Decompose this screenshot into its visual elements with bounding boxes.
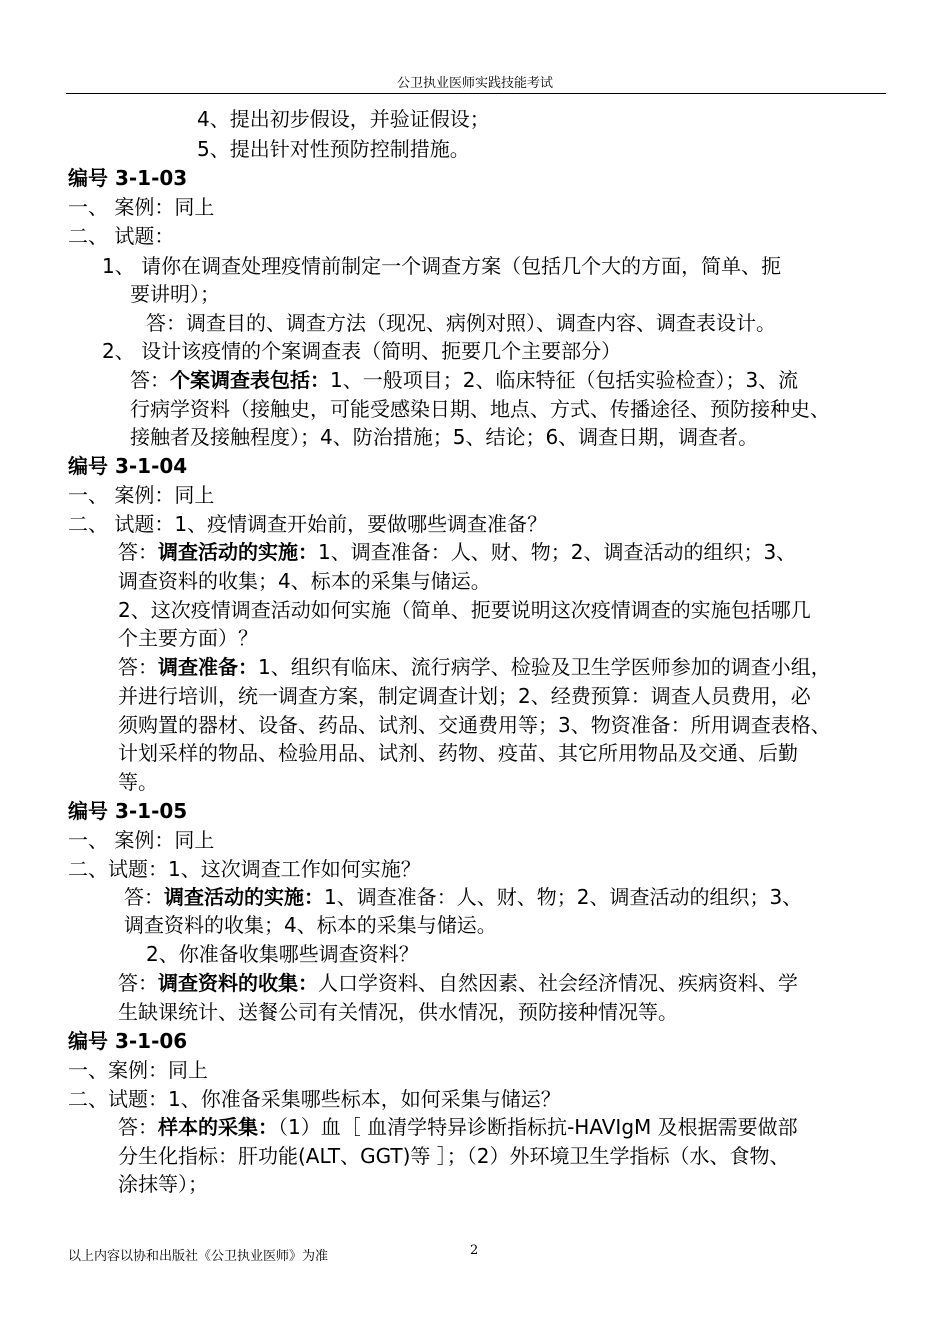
page-number: 2 <box>470 1243 479 1258</box>
text-line: 二、试题：1、你准备采集哪些标本，如何采集与储运？ <box>68 1087 561 1111</box>
text-line: 二、试题：1、这次调查工作如何实施？ <box>68 857 421 881</box>
text-line: 等。 <box>118 770 158 794</box>
text-line: 二、 试题： <box>68 224 175 248</box>
answer-text: （1）血［ 血清学特异诊断指标抗-HAVIgM 及根据需要做部 <box>278 1115 798 1139</box>
text-line: 要讲明）； <box>130 282 220 306</box>
text-line: 答：调查目的、调查方法（现况、病例对照）、调查内容、调查表设计。 <box>146 311 776 335</box>
text-line: 一、案例：同上 <box>68 1058 208 1082</box>
section-heading: 编号 3-1-05 <box>68 799 188 823</box>
answer-keyword: 调查资料的收集： <box>158 971 318 995</box>
text-line <box>118 538 796 566</box>
text-line: 调查资料的收集；4、标本的采集与储运。 <box>118 569 491 593</box>
text-line: 涂抹等）； <box>118 1172 208 1196</box>
page-header: 公卫执业医师实践技能考试 <box>396 76 553 91</box>
answer-keyword: 调查活动的实施： <box>164 885 324 909</box>
answer-prefix: 答： <box>118 971 158 995</box>
answer-text: 1、组织有临床、流行病学、检验及卫生学医师参加的调查小组， <box>258 655 831 679</box>
answer-text: 1、调查准备：人、财、物；2、调查活动的组织；3、 <box>318 540 797 564</box>
text-line: 个主要方面）？ <box>118 626 258 650</box>
text-line: 须购置的器材、设备、药品、试剂、交通费用等；3、物资准备：所用调查表格、 <box>118 713 831 737</box>
text-line: 2、这次疫情调查活动如何实施（简单、扼要说明这次疫情调查的实施包括哪几 <box>118 598 811 622</box>
text-line: 二、 试题：1、疫情调查开始前，要做哪些调查准备？ <box>68 512 548 536</box>
footer-note: 以上内容以协和出版社《公卫执业医师》为准 <box>68 1249 329 1264</box>
text-line: 调查资料的收集；4、标本的采集与储运。 <box>124 913 497 937</box>
text-line: 生缺课统计、送餐公司有关情况，供水情况，预防接种情况等。 <box>118 1000 678 1024</box>
text-line: 行病学资料（接触史，可能受感染日期、地点、方式、传播途径、预防接种史、 <box>130 397 830 421</box>
text-line: 1、 请你在调查处理疫情前制定一个调查方案（包括几个大的方面，简单、扼 <box>102 254 782 278</box>
text-line: 并进行培训，统一调查方案，制定调查计划；2、经费预算：调查人员费用，必 <box>118 684 811 708</box>
section-heading: 编号 3-1-06 <box>68 1029 188 1053</box>
text-line <box>118 969 798 997</box>
answer-keyword: 个案调查表包括： <box>170 368 330 392</box>
answer-prefix: 答： <box>118 1115 158 1139</box>
text-line: 分生化指标：肝功能(ALT、GGT)等 ］；（2）外环境卫生学指标（水、食物、 <box>118 1144 790 1168</box>
answer-text: 1、一般项目；2、临床特征（包括实验检查）；3、流 <box>330 368 799 392</box>
answer-text: 人口学资料、自然因素、社会经济情况、疾病资料、学 <box>318 971 798 995</box>
text-line <box>130 366 798 394</box>
text-line <box>124 883 802 911</box>
text-line: 接触者及接触程度）；4、防治措施；5、结论；6、调查日期，调查者。 <box>130 425 759 449</box>
answer-prefix: 答： <box>124 885 164 909</box>
answer-prefix: 答： <box>118 540 158 564</box>
answer-prefix: 答： <box>118 655 158 679</box>
text-line: 4、提出初步假设，并验证假设； <box>197 107 490 131</box>
section-heading: 编号 3-1-04 <box>68 454 188 478</box>
text-line: 5、提出针对性预防控制措施。 <box>197 137 470 161</box>
text-line: 一、 案例：同上 <box>68 828 215 852</box>
text-line: 计划采样的物品、检验用品、试剂、药物、疫苗、其它所用物品及交通、后勤 <box>118 741 798 765</box>
text-line <box>118 653 831 681</box>
answer-text: 1、调查准备：人、财、物；2、调查活动的组织；3、 <box>324 885 803 909</box>
answer-keyword: 调查准备： <box>158 655 258 679</box>
text-line: 2、 设计该疫情的个案调查表（简明、扼要几个主要部分） <box>102 339 622 363</box>
section-heading: 编号 3-1-03 <box>68 166 188 190</box>
answer-keyword: 样本的采集： <box>158 1115 278 1139</box>
text-line: 2、你准备收集哪些调查资料？ <box>146 942 419 966</box>
answer-prefix: 答： <box>130 368 170 392</box>
text-line <box>118 1113 798 1141</box>
header-divider <box>66 93 886 94</box>
text-line: 一、 案例：同上 <box>68 195 215 219</box>
answer-keyword: 调查活动的实施： <box>158 540 318 564</box>
text-line: 一、 案例：同上 <box>68 483 215 507</box>
